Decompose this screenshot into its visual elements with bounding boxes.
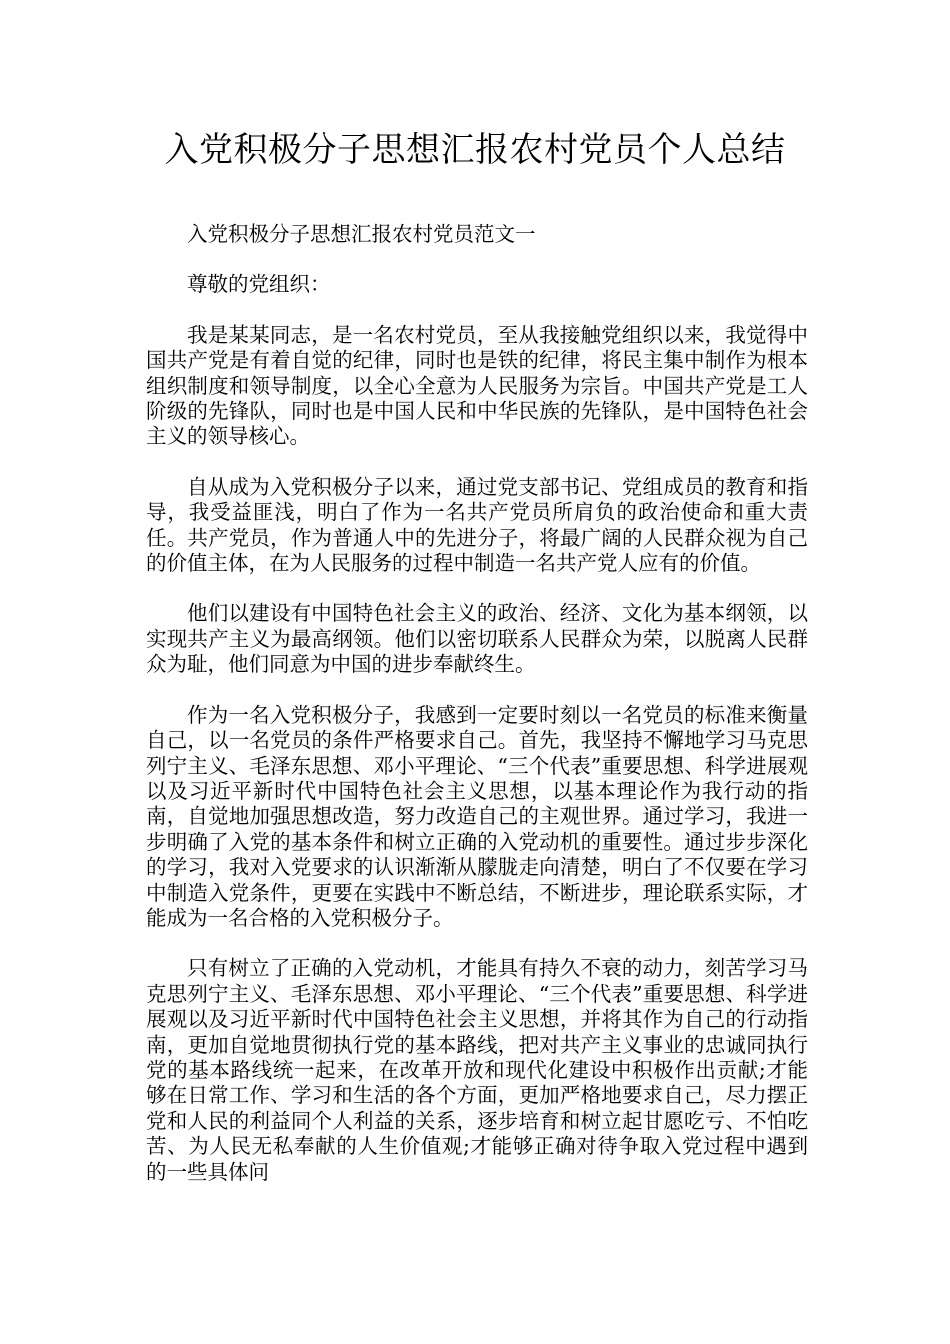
- paragraph: 我是某某同志，是一名农村党员，至从我接触党组织以来，我觉得中国共产党是有着自觉的纪律，同时也是铁的纪律，将民主集中制作为根本组织制度和领导制度，以全心全意为人民服务为宗旨。中国共产党是工人阶级的先锋队，同时也是中国人民和中华民族的先锋队，是中国特色社会主义的领导核心。: [146, 322, 808, 449]
- paragraph-subtitle: 入党积极分子思想汇报农村党员范文一: [187, 222, 536, 246]
- document-title: 入党积极分子思想汇报农村党员个人总结: [164, 130, 786, 170]
- document-body: [146, 222, 808, 1210]
- paragraph: 他们以建设有中国特色社会主义的政治、经济、文化为基本纲领，以实现共产主义为最高纲领。他们以密切联系人民群众为荣，以脱离人民群众为耻，他们同意为中国的进步奉献终生。: [146, 601, 808, 677]
- paragraph-salutation: 尊敬的党组织：: [187, 272, 331, 297]
- paragraph: 作为一名入党积极分子，我感到一定要时刻以一名党员的标准来衡量自己，以一名党员的条件严格要求自己。首先，我坚持不懈地学习马克思列宁主义、毛泽东思想、邓小平理论、“三个代表”重要思想、科学进展观以及习近平新时代中国特色社会主义思想，以基本理论作为我行动的指南，自觉地加强思想改造，努力改造自己的主观世界。通过学习，我进一步明确了入党的基本条件和树立正确的入党动机的重要性。通过步步深化的学习，我对入党要求的认识渐渐从朦胧走向清楚，明白了不仅要在学习中制造入党条件，更要在实践中不断总结，不断进步，理论联系实际，才能成为一名合格的入党积极分子。: [146, 702, 808, 930]
- paragraph: 自从成为入党积极分子以来，通过党支部书记、党组成员的教育和指导，我受益匪浅，明白了作为一名共产党员所肩负的政治使命和重大责任。共产党员，作为普通人中的先进分子，将最广阔的人民群众视为自己的价值主体，在为人民服务的过程中制造一名共产党人应有的价值。: [146, 474, 808, 576]
- paragraph: 只有树立了正确的入党动机，才能具有持久不衰的动力，刻苦学习马克思列宁主义、毛泽东思想、邓小平理论、“三个代表”重要思想、科学进展观以及习近平新时代中国特色社会主义思想，并将其作为自己的行动指南，更加自觉地贯彻执行党的基本路线，把对共产主义事业的忠诚同执行党的基本路线统一起来，在改革开放和现代化建设中积极作出贡献;才能够在日常工作、学习和生活的各个方面，更加严格地要求自己，尽力摆正党和人民的利益同个人利益的关系，逐步培育和树立起甘愿吃亏、不怕吃苦、为人民无私奉献的人生价值观;才能够正确对待争取入党过程中遇到的一些具体问: [146, 956, 808, 1184]
